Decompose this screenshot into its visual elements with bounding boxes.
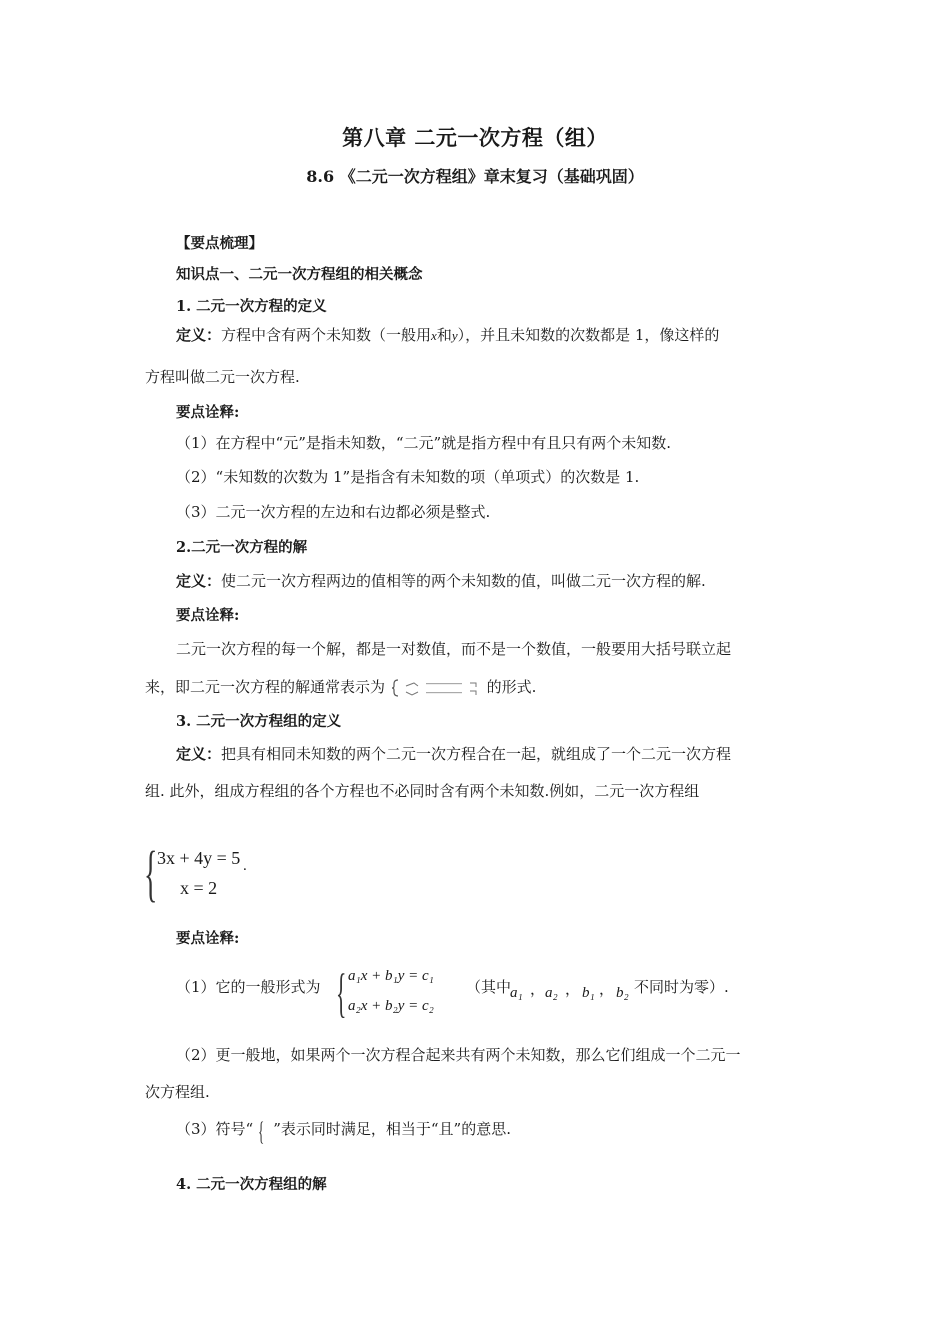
knowledge-point-1-heading: 知识点一、二元一次方程组的相关概念 — [176, 266, 423, 283]
note-3-prefix: （3）符号“ — [176, 1120, 254, 1138]
coefficient-a1: a₁ — [510, 985, 523, 1001]
section-2-heading: 2.二元一次方程的解 — [176, 539, 308, 556]
var-y: y — [451, 328, 458, 343]
example-period: . — [243, 858, 247, 874]
section-3-definition — [176, 743, 731, 764]
section-1-note-label: 要点诠释: — [176, 404, 240, 421]
section-4-heading: 4. 二元一次方程组的解 — [176, 1176, 327, 1193]
coefficient-b1: b₁ — [582, 985, 595, 1001]
section-3-note-1-suffix: 不同时为零）. — [634, 978, 729, 996]
section-3-heading: 3. 二元一次方程组的定义 — [176, 713, 342, 730]
section-3-note-2-line-2: 次方程组. — [145, 1083, 210, 1101]
section-2-note-label: 要点诠释: — [176, 607, 240, 624]
section-3-note-1-prefix: （1）它的一般形式为 — [176, 978, 321, 996]
definition-label: 定义： — [176, 572, 222, 590]
note-text: 来，即二元一次方程的解通常表示为 — [145, 678, 386, 696]
var-x: x — [431, 328, 437, 343]
definition-text: 方程中含有两个未知数（一般用 — [221, 326, 432, 344]
comma-1: ， — [530, 980, 546, 998]
comma-3: ， — [599, 980, 615, 998]
example-system-brace: { — [144, 840, 158, 908]
note-text-end: 的形式. — [486, 678, 537, 696]
coefficient-a2: a₂ — [545, 985, 558, 1001]
section-3-note-label: 要点诠释: — [176, 930, 240, 947]
example-equation-2: x = 2 — [180, 878, 218, 898]
definition-label: 定义： — [176, 326, 222, 344]
section-3-note-3 — [176, 1117, 511, 1146]
section-3-note-1-mid: （其中 — [466, 978, 512, 996]
solution-form-formula — [390, 678, 482, 698]
section-1-note-2: （2）“未知数的次数为 1”是指含有未知数的项（单项式）的次数是 1. — [176, 468, 640, 486]
section-1-definition-end: 方程叫做二元一次方程. — [145, 368, 300, 386]
brace-symbol: { — [258, 1117, 265, 1146]
section-1-heading: 1. 二元一次方程的定义 — [176, 298, 327, 315]
definition-label: 定义： — [176, 745, 222, 763]
and-text: 和 — [436, 326, 452, 344]
section-title: 8.6 《二元一次方程组》章末复习（基础巩固） — [306, 167, 644, 186]
solution-form-icon — [390, 678, 482, 698]
definition-text: 把具有相同未知数的两个二元一次方程合在一起，就组成了一个二元一次方程 — [221, 745, 732, 763]
definition-text-cont: ），并且未知数的次数都是 1，像这样的 — [457, 326, 720, 344]
section-3-definition-line-2: 组. 此外，组成方程组的各个方程也不必同时含有两个未知数.例如，二元一次方程组 — [145, 782, 700, 800]
note-3-suffix: ”表示同时满足，相当于“且”的意思. — [273, 1120, 511, 1138]
section-2-note-line-1: 二元一次方程的每一个解，都是一对数值，而不是一个数值，一般要用大括号联立起 — [176, 640, 732, 658]
section-1-note-3: （3）二元一次方程的左边和右边都必须是整式. — [176, 503, 491, 521]
chapter-title: 第八章 二元一次方程（组） — [342, 125, 608, 150]
section-3-note-2-line-1: （2）更一般地，如果两个一次方程合起来共有两个未知数，那么它们组成一个二元一 — [176, 1046, 741, 1064]
section-2-definition — [176, 570, 706, 591]
outline-heading: 【要点梳理】 — [176, 235, 263, 252]
definition-text: 使二元一次方程两边的值相等的两个未知数的值，叫做二元一次方程的解. — [221, 572, 706, 590]
coefficient-b2: b₂ — [616, 985, 629, 1001]
general-equation-1: a₁x + b₁y = c₁ — [348, 968, 434, 984]
section-2-note-line-2 — [145, 676, 536, 698]
example-equation-1: 3x + 4y = 5 — [157, 848, 241, 868]
general-equation-2: a₂x + b₂y = c₂ — [348, 998, 434, 1014]
comma-2: ， — [565, 980, 581, 998]
general-system-brace: { — [336, 963, 347, 1023]
section-1-definition — [176, 324, 719, 345]
section-1-note-1: （1）在方程中“元”是指未知数，“二元”就是指方程中有且只有两个未知数. — [176, 434, 671, 452]
